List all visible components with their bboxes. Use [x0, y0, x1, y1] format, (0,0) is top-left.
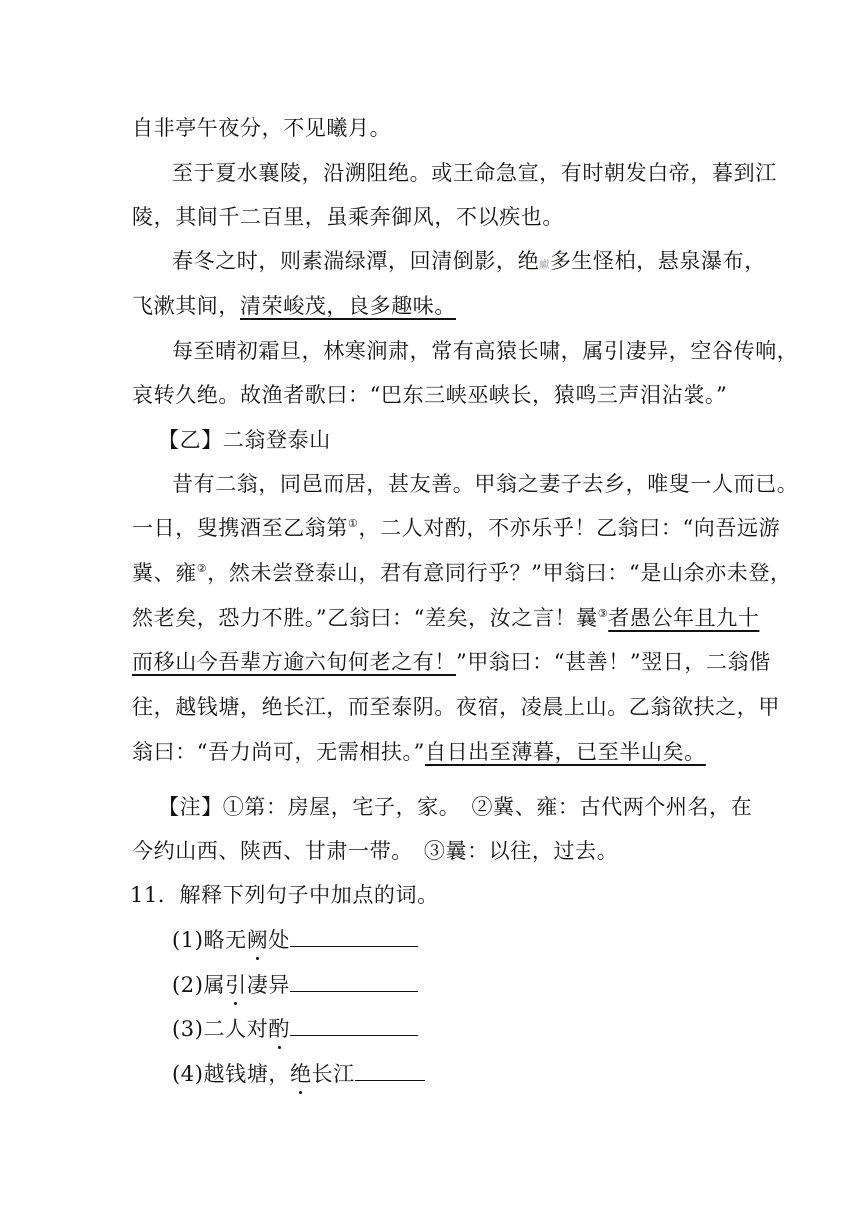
question-item — [172, 1013, 782, 1044]
answer-blank[interactable] — [290, 924, 418, 947]
text: 往，越钱塘，绝长江，而至泰阴。夜宿，凌晨上山。乙翁欲扶之，甲 — [132, 695, 780, 719]
text: 多生怪柏，悬泉瀑布， — [549, 249, 766, 273]
section-heading — [158, 425, 768, 455]
footnote-marker: ① — [348, 517, 359, 530]
text: 至于夏水襄陵，沿溯阻绝。或王命急宣，有时朝发白帝，暮到江 — [172, 161, 777, 185]
underlined-sentence: 清荣峻茂，良多趣味。 — [240, 294, 456, 318]
answer-blank[interactable] — [290, 969, 418, 992]
text: 陵，其间千二百里，虽乘奔御风，不以疾也。 — [132, 205, 564, 229]
text: 飞漱其间， — [132, 294, 240, 318]
answer-blank[interactable] — [290, 1013, 418, 1036]
text: (3)二人对 — [172, 1017, 269, 1041]
question-text: 11．解释下列句子中加点的词。 — [130, 883, 439, 907]
text: 长江 — [311, 1062, 355, 1086]
faint-character: 巘 — [539, 260, 550, 271]
underlined-sentence: 而移山今吾辈方逾六旬何老之有！ — [132, 650, 456, 674]
passage-line — [132, 202, 742, 232]
passage-line — [172, 158, 777, 188]
note-text: 今约山西、陕西、甘肃一带。 ③曩：以往，过去。 — [132, 839, 619, 863]
question-item — [172, 924, 782, 955]
text: 然老矣，恐力不胜。”乙翁曰：“差矣，汝之言！曩 — [132, 606, 598, 630]
passage-line — [132, 737, 742, 767]
passage-line — [132, 513, 781, 543]
dotted-word: 引 — [225, 970, 247, 1000]
passage-line — [132, 603, 760, 633]
text: ，然未尝登泰山，君有意同行乎？”甲翁曰：“是山余亦未登， — [207, 561, 792, 585]
underlined-sentence: 自日出至薄暮，已至半山矣。 — [424, 740, 706, 764]
question-title — [130, 880, 740, 910]
text: 处 — [268, 928, 290, 952]
passage-line — [132, 291, 742, 321]
passage-line — [172, 469, 799, 499]
text: 冀、雍 — [132, 561, 197, 585]
underlined-sentence: 者愚公年且九十 — [608, 606, 760, 630]
dotted-word: 阙 — [247, 925, 269, 955]
text: 一日，叟携酒至乙翁第 — [132, 516, 348, 540]
text: 翁曰：“吾力尚可，无需相扶。” — [132, 740, 425, 764]
passage-line — [132, 380, 742, 410]
notes-line — [158, 792, 768, 822]
text: ”甲翁曰：“甚善！”翌日，二翁偕 — [456, 650, 771, 674]
text: 每至晴初霜旦，林寒涧肃，常有高猿长啸，属引凄异，空谷传响， — [172, 339, 799, 363]
text: 哀转久绝。故渔者歌曰：“巴东三峡巫峡长，猿鸣三声泪沾裳。” — [132, 383, 728, 407]
passage-line — [132, 692, 780, 722]
answer-blank[interactable] — [355, 1058, 425, 1081]
text: (4)越钱塘， — [172, 1062, 290, 1086]
notes-line — [132, 836, 742, 866]
question-item — [172, 969, 782, 1000]
passage-line — [172, 246, 766, 281]
text: 凄异 — [246, 973, 290, 997]
text: ，二人对酌，不亦乐乎！乙翁曰：“向吾远游 — [358, 516, 781, 540]
passage-line — [172, 336, 799, 366]
heading-text: 【乙】二翁登泰山 — [158, 428, 331, 452]
question-item — [172, 1058, 782, 1089]
passage-line — [132, 113, 742, 143]
dotted-word: 酌 — [268, 1014, 290, 1044]
footnote-marker: ② — [196, 562, 208, 575]
text: 昔有二翁，同邑而居，甚友善。甲翁之妻子去乡，唯叟一人而已。 — [172, 472, 799, 496]
text: 春冬之时，则素湍绿潭，回清倒影，绝 — [172, 249, 540, 273]
passage-line — [132, 647, 771, 677]
text: (1)略无 — [172, 928, 247, 952]
text: 自非亭午夜分，不见曦月。 — [132, 116, 392, 140]
note-text: 【注】①第：房屋，宅子，家。 ②冀、雍：古代两个州名，在 — [158, 795, 753, 819]
text: (2)属 — [172, 973, 226, 997]
footnote-marker: ③ — [597, 607, 609, 620]
passage-line — [132, 558, 792, 588]
dotted-word: 绝 — [290, 1059, 312, 1089]
